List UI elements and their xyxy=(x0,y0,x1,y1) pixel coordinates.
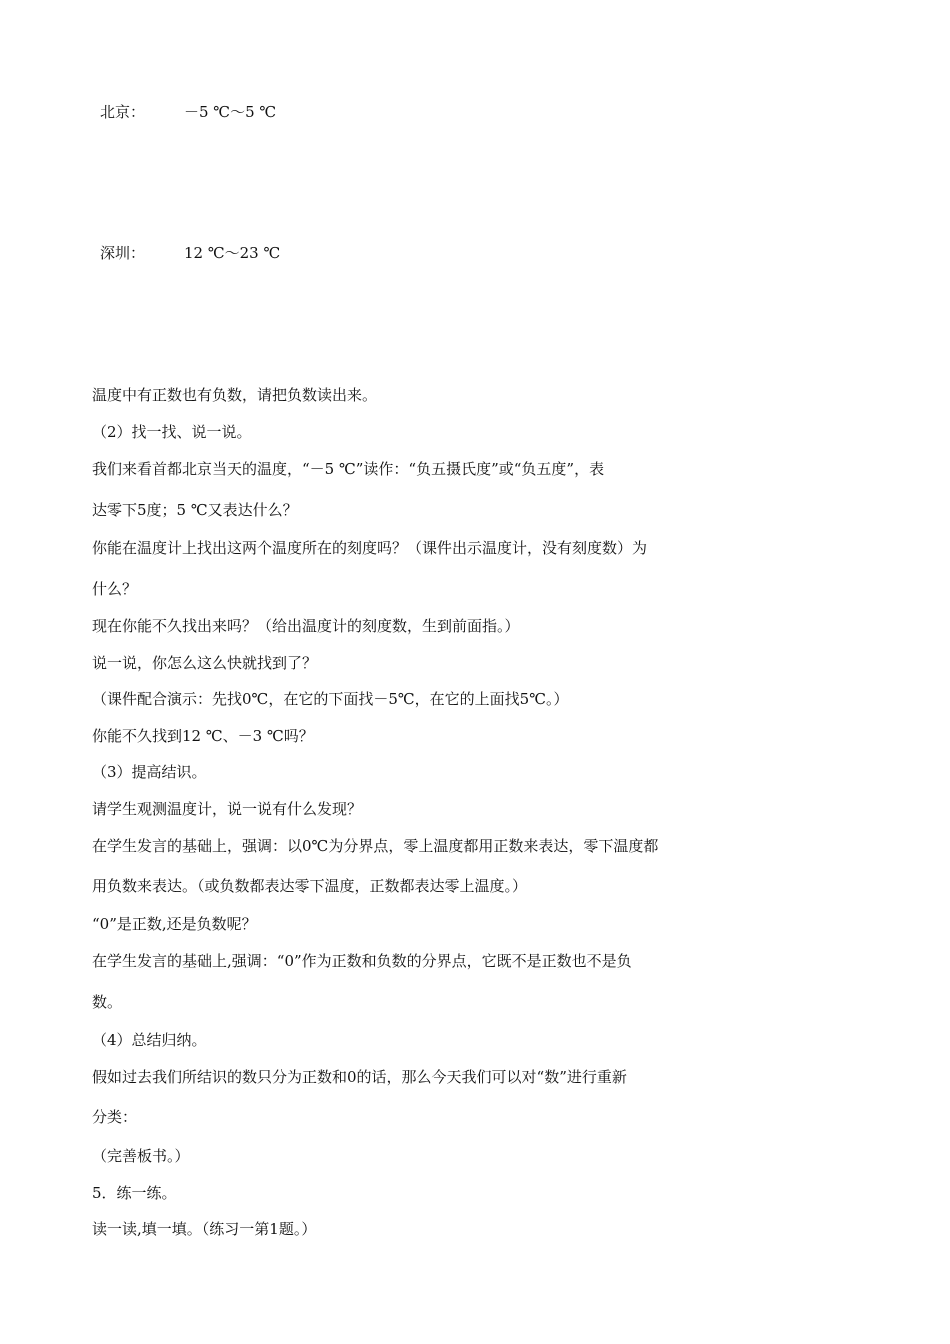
paragraph-line: 在学生发言的基础上，强调：以0℃为分界点，零上温度都用正数来表达，零下温度都 xyxy=(92,837,659,855)
city-row-shenzhen xyxy=(100,243,280,263)
paragraph-line: 读一读,填一填。（练习一第1题。） xyxy=(92,1220,317,1238)
paragraph-line: 你能不久找到12 ℃、－3 ℃吗？ xyxy=(92,727,314,745)
city-temperature-range: 12 ℃～23 ℃ xyxy=(184,244,281,262)
paragraph-line: 达零下5度；5 ℃又表达什么？ xyxy=(92,501,298,519)
paragraph-line: 我们来看首都北京当天的温度，“－5 ℃”读作：“负五摄氏度”或“负五度”，表 xyxy=(92,460,605,478)
paragraph-line: 说一说，你怎么这么快就找到了？ xyxy=(92,654,318,672)
city-label: 北京： xyxy=(100,103,146,121)
city-temperature-range: －5 ℃～5 ℃ xyxy=(184,103,277,121)
paragraph-line: 数。 xyxy=(92,993,123,1011)
paragraph-line: 分类： xyxy=(92,1108,138,1126)
paragraph-line: 现在你能不久找出来吗？（给出温度计的刻度数，生到前面指。） xyxy=(92,617,520,635)
paragraph-line: 什么？ xyxy=(92,580,138,598)
paragraph-line: 请学生观测温度计，说一说有什么发现？ xyxy=(92,800,363,818)
city-label: 深圳： xyxy=(100,244,146,262)
paragraph-line: 温度中有正数也有负数，请把负数读出来。 xyxy=(92,386,378,404)
city-row-beijing xyxy=(100,102,276,122)
paragraph-line: （完善板书。） xyxy=(92,1147,190,1165)
paragraph-line: “0”是正数,还是负数呢？ xyxy=(92,915,257,933)
section-heading: 5．练一练。 xyxy=(92,1184,177,1202)
section-heading: （3）提高结识。 xyxy=(92,763,207,781)
paragraph-line: （课件配合演示：先找0℃，在它的下面找－5℃，在它的上面找5℃。） xyxy=(92,690,569,708)
paragraph-line: 在学生发言的基础上,强调：“0”作为正数和负数的分界点，它既不是正数也不是负 xyxy=(92,952,632,970)
paragraph-line: 你能在温度计上找出这两个温度所在的刻度吗？（课件出示温度计，没有刻度数）为 xyxy=(92,539,648,557)
paragraph-line: 假如过去我们所结识的数只分为正数和0的话，那么今天我们可以对“数”进行重新 xyxy=(92,1068,627,1086)
paragraph-line: 用负数来表达。（或负数都表达零下温度，正数都表达零上温度。） xyxy=(92,877,528,895)
section-heading: （2）找一找、说一说。 xyxy=(92,423,252,441)
section-heading: （4）总结归纳。 xyxy=(92,1031,207,1049)
